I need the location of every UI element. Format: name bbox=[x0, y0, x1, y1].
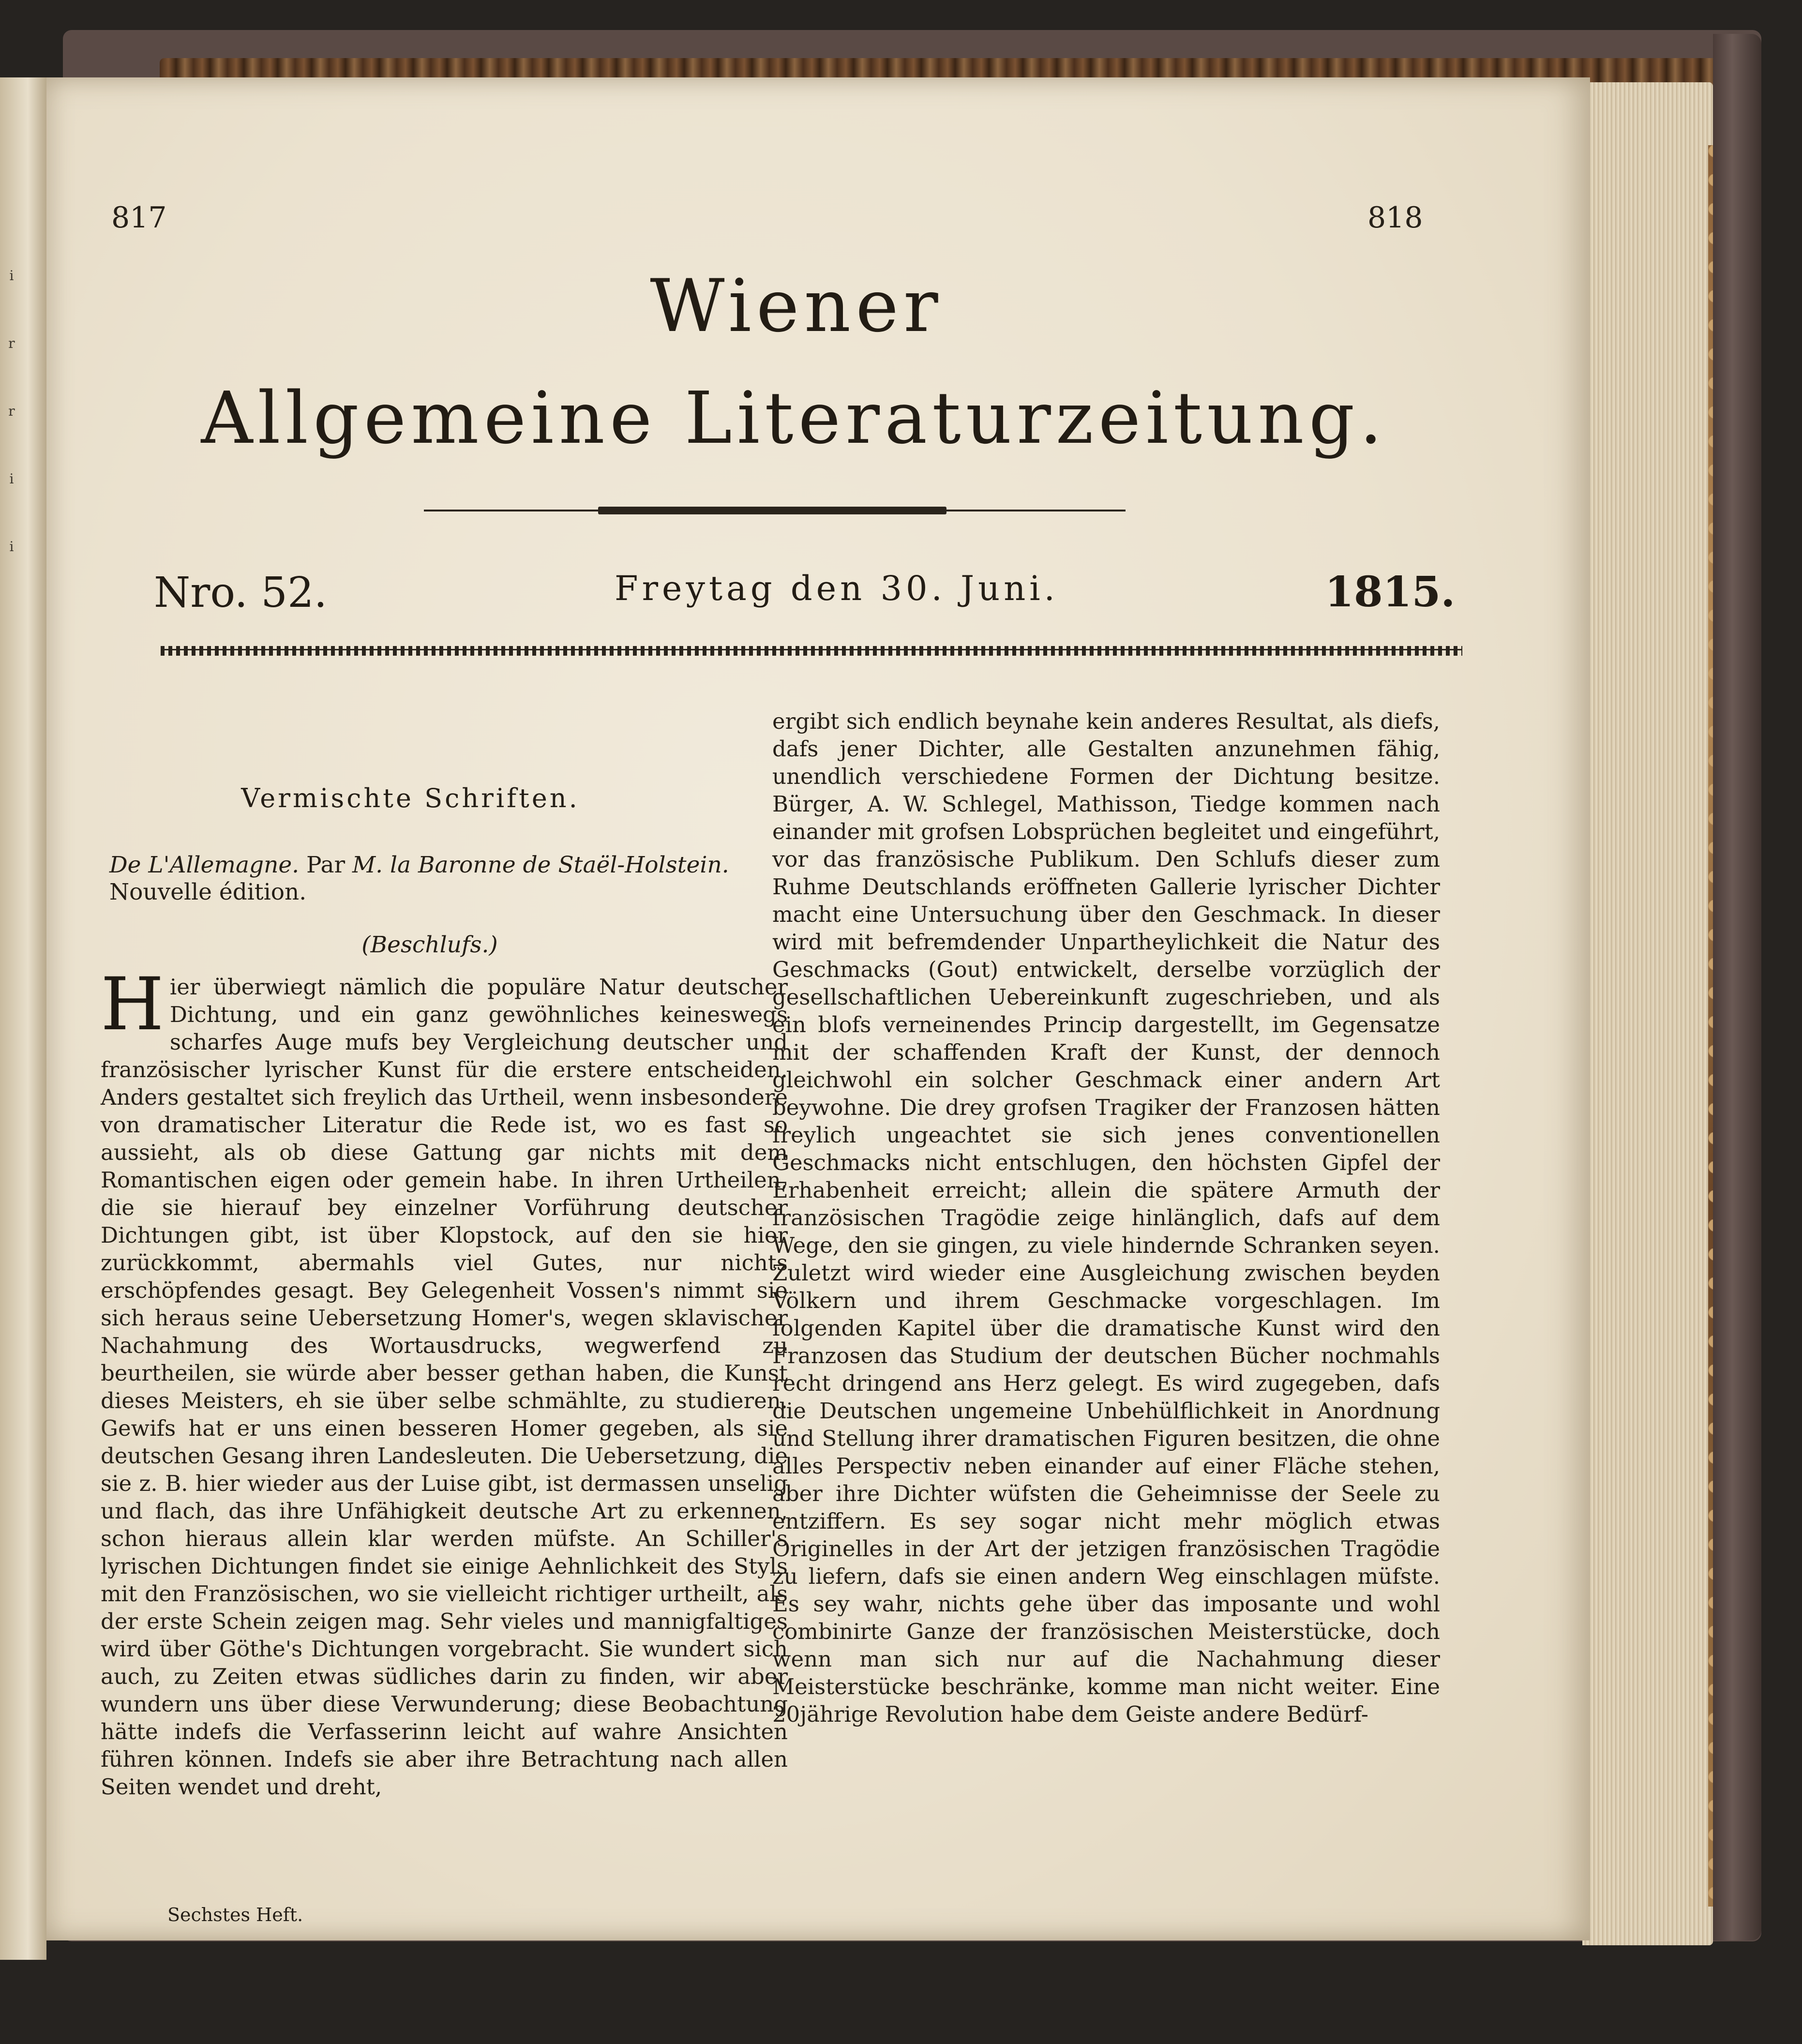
masthead-title-line1: Wiener bbox=[650, 264, 943, 348]
page-number-right: 818 bbox=[1367, 201, 1423, 235]
citation-par: Par bbox=[299, 852, 352, 878]
fragment: i bbox=[9, 268, 14, 284]
issue-line bbox=[154, 564, 1460, 617]
masthead-title-line2: Allgemeine Literaturzeitung. bbox=[201, 376, 1387, 460]
signature-mark: Sechstes Heft. bbox=[167, 1904, 303, 1925]
issue-year: 1815. bbox=[1325, 568, 1456, 616]
ornamental-divider bbox=[161, 646, 1462, 656]
right-column-body: ergibt sich endlich beynahe kein anderes Resultat, als diefs, dafs jener Dichter, alle Gestalten anzunehmen fähig, unendlich verschiedene Formen der Dichtung besitze. Bürger, A. W. Schlegel, Mathisson, Tiedge kommen nach einander mit grofsen Lobsprüchen begleitet und eingeführt, vor das französische Publikum. Den Schlufs dieser zum Ruhme Deutschlands eröffneten Gallerie lyrischer Dichter macht eine Untersuchung über den Geschmack. In dieser wird mit befremdender Unpartheylichkeit die Natur des Geschmacks (Gout) entwickelt, derselbe vorzüglich der gesellschaftlichen Uebereinkunft zugeschrieben, und als ein blofs verneinendes Princip dargestellt, im Gegensatze mit der schaffenden Kraft der Kunst, der dennoch gleichwohl ein solcher Geschmack einer andern Art beywohne. Die drey grofsen Tragiker der Franzosen hätten freylich ungeachtet sie sich jenes conventionellen Geschmacks nicht entschlugen, den höchsten Gipfel der Erhabenheit erreicht; allein die spätere Armuth der französischen Tragödie zeige hinlänglich, dafs auf dem Wege, den sie gingen, zu viele hindernde Schranken seyen. Zuletzt wird wieder eine Ausgleichung zwischen beyden Völkern und ihrem Geschmacke vorgeschlagen. Im folgenden Kapitel über die dramatische Kunst wird den Franzosen das Studium der deutschen Bücher nochmahls recht dringend ans Herz gelegt. Es wird zugegeben, dafs die Deutschen ungemeine Unbehülflichkeit in Anordnung und Stellung ihrer dramatischen Figuren besitzen, die ohne alles Perspectiv neben einander auf einer Fläche stehen, aber ihre Dichter wüfsten die Geheimnisse der Seele zu entziffern. Es sey sogar nicht mehr möglich etwas Originelles in der Art der jetzigen französischen Tragödie zu liefern, dafs sie einen andern Weg einschlagen müfste. Es sey wahr, nichts gehe über das imposante und wohl combinirte Ganze der französischen Meisterstücke, doch wenn man sich nur auf die Nachahmung dieser Meisterstücke beschränke, komme man nicht weiter. Eine 20jährige Revolution habe dem Geiste andere Bedürf- bbox=[772, 708, 1440, 1727]
cover-edge bbox=[1713, 34, 1761, 1940]
left-column bbox=[101, 784, 788, 1801]
newspaper-page bbox=[46, 77, 1590, 1940]
fragment: i bbox=[9, 539, 14, 555]
facing-page-edge bbox=[0, 77, 46, 1960]
drop-cap: H bbox=[101, 962, 164, 1047]
section-heading: Vermischte Schriften. bbox=[241, 783, 580, 813]
fragment: r bbox=[8, 335, 15, 351]
review-citation bbox=[101, 852, 788, 906]
fragment: r bbox=[8, 403, 15, 419]
citation-edition: Nouvelle édition. bbox=[109, 879, 307, 905]
issue-number: Nro. 52. bbox=[154, 569, 328, 617]
right-column bbox=[772, 707, 1440, 1728]
issue-date: Freytag den 30. Juni. bbox=[615, 569, 1059, 608]
page-stack bbox=[1582, 82, 1713, 1945]
continuation-note: (Beschlufs.) bbox=[361, 932, 498, 958]
masthead-divider bbox=[424, 504, 1126, 517]
fragment: i bbox=[9, 471, 14, 487]
citation-title: De L'Allemagne. bbox=[109, 852, 300, 878]
facing-page-fragments bbox=[2, 242, 21, 581]
citation-author: M. la Baronne de Staël-Holstein. bbox=[352, 852, 729, 878]
left-column-body: ier überwiegt nämlich die populäre Natur deutscher Dichtung, und ein ganz gewöhnliches keineswegs scharfes Auge mufs bey Vergleichung deutscher und französischer lyrischer Kunst für die erstere entscheiden. Anders gestaltet sich freylich das Urtheil, wenn insbesondere von dramatischer Literatur die Rede ist, wo es fast so aussieht, als ob diese Gattung gar nichts mit dem Romantischen eigen oder gemein habe. In ihren Urtheilen, die sie hierauf bey einzelner Vorführung deutscher Dichtungen gibt, ist über Klopstock, auf den sie hier zurückkommt, abermahls viel Gutes, nur nichts erschöpfendes gesagt. Bey Gelegenheit Vossen's nimmt sie sich heraus seine Uebersetzung Homer's, wegen sklavischer Nachahmung des Wortausdrucks, wegwerfend zu beurtheilen, sie würde aber besser gethan haben, die Kunst dieses Meisters, eh sie über selbe schmählte, zu studieren. Gewifs hat er uns einen besseren Homer gegeben, als sie deutschen Gesang ihren Landesleuten. Die Uebersetzung, die sie z. B. hier wieder aus der Luise gibt, ist dermassen unselig und flach, das ihre Unfähigkeit deutsche Art zu erkennen, schon hieraus allein klar werden müfste. An Schiller's lyrischen Dichtungen findet sie einige Aehnlichkeit des Styls mit den Französischen, wo sie vielleicht richtiger urtheilt, als der erste Schein zeigen mag. Sehr vieles und mannigfaltiges wird über Göthe's Dichtungen vorgebracht. Sie wundert sich auch, zu Zeiten etwas südliches darin zu finden, wir aber wundern uns über diese Verwunderung; diese Beobachtung hätte indefs die Verfasserinn leicht auf wahre Ansichten führen können. Indefs sie aber ihre Betrachtung nach allen Seiten wendet und dreht, bbox=[101, 974, 788, 1800]
page-number-left: 817 bbox=[111, 201, 167, 235]
